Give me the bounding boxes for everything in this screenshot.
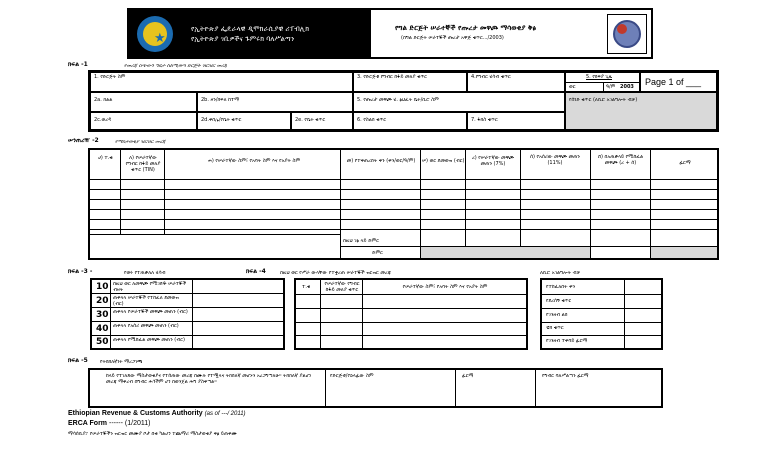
footer-form-line <box>68 420 150 427</box>
col-header-total-contribution: ሸ) በአጠቃላይ የሚከፈል መዋጮ (ረ + ሰ) <box>597 154 644 166</box>
tin-field[interactable]: 3. የድርጅቱ የግብር ከፋይ መለያ ቁጥር <box>357 74 428 80</box>
section3-label: ክፍል -3 - <box>68 268 93 275</box>
summary-code-20: 20 <box>96 296 109 306</box>
section5-label: ክፍል -5 <box>68 357 88 364</box>
woreda-field[interactable]: 2c.ወረዳ <box>94 117 111 123</box>
col-header-employee-contribution: ረ) የሠራተኛው መዋጮ መጠን (7%) <box>471 155 515 167</box>
pension-office-field[interactable]: 5. የጡረታ መዋጮ ሂ. ፅህፈት ቤት/ቢሮ ስም <box>357 97 439 103</box>
period-year-value[interactable]: 2003 <box>620 84 634 90</box>
summary-code-40: 40 <box>96 324 109 334</box>
office-amount: የገንዘብ ልክ <box>546 312 568 318</box>
page-total-row: በዚህ ገፅ ላይ ድምር <box>343 238 379 244</box>
section2-title: የማስታወቂያ ዝርዝር መረጃ <box>115 139 166 145</box>
summary-desc-40: ጠቅላላ የአሰሪ መዋጮ መጠን (ብር) <box>113 323 179 329</box>
region-field[interactable]: 2a. ክልል <box>94 97 113 103</box>
erca-logo-icon <box>607 14 647 54</box>
period-month-field[interactable]: ወር <box>569 84 576 90</box>
office-receipt-number: የደረሰኝ ቁጥር <box>546 298 572 304</box>
company-name-field[interactable]: 1. የድርጅት ስም <box>94 74 126 80</box>
footer-form-no: ------ (1/2011) <box>108 420 151 427</box>
declaration-text: ከላይ የተገለጸው ማስታወቂያና የተሰጠው መረጃ በሙሉ የተሟላና ትክክለኛ መሆኑን አረጋግጣለሁ። ትክክለኛ ያልሆነ መረጃ ማቅረብ በግብር ሕጎችም ሆነ በወንጀል ሕግ ያስቀጣል። <box>106 373 312 385</box>
house-number-field[interactable]: 2e. የቤት ቁጥር <box>295 117 326 123</box>
section1-label: ክፍል -1 <box>68 61 88 68</box>
summary-desc-50: ጠቅላላ የሚከፈል መዋጮ መጠን (ብር) <box>113 337 185 343</box>
header-authority-block <box>129 10 371 57</box>
document-number-field: የሰነድ ቁጥር (ለቢሮ አገልግሎት ብቻ) <box>569 97 638 103</box>
section3-title: የወሩ የተጠቃለለ ሂሳብ <box>124 270 166 276</box>
col-header-employer-contribution: ሰ) የአሰሪው መዋጮ መጠን (11%) <box>530 154 580 166</box>
grand-total-row: ድምር <box>372 250 383 256</box>
page-number: Page 1 of ___ <box>645 77 702 87</box>
summary-desc-20: ጠቅላላ ሠራተኞች የተከፈለ ደመወዝ (ብር) <box>113 295 179 307</box>
phone-field[interactable]: 6. የስልክ ቁጥር <box>357 117 387 123</box>
tax-account-field[interactable]: 4.የግብር ሂሳብ ቁጥር <box>471 74 511 80</box>
footer-org: Ethiopian Revenue & Customs Authority <box>68 410 203 417</box>
form-header <box>127 8 653 59</box>
footer-org-line <box>68 410 246 417</box>
office-use-box <box>540 278 663 350</box>
period-label: 5. የክፍያ ጊዜ <box>586 74 613 80</box>
office-check-number: ቼክ ቁጥር <box>546 325 564 331</box>
ethiopia-emblem-icon: ★ <box>137 16 173 52</box>
form-subtitle: (በግል ድርጅት ሠራተኞች ጡረታ አዋጅ ቁጥር.../2003) <box>401 35 504 41</box>
terminated-col-name: የሠራተኛው ስም፣ የአባት ስም እና የአያት ስም <box>402 284 488 290</box>
signature-field[interactable]: ፊርማ <box>462 373 474 379</box>
footer-as-of: (as of ---/ 2011) <box>204 411 246 417</box>
summary-box <box>90 278 285 350</box>
authority-line-1: የኢትዮጵያ ፌዴራላዊ ዲሞክራሲያዊ ሪፐብሊክ <box>191 25 310 33</box>
footer-form: ERCA Form <box>68 420 108 427</box>
footer-note: ማሳሰቢያ፦ የሠራተኞችን ዝርዝር መሙያ ቦታ በቂ ካልሆነ ተጨማሪ ማስታወቂያ ቅፅ ይጠቀሙ <box>68 431 238 437</box>
form-title: የግል ድርጅት ሠራተኞች የጡረታ መዋጮ ማሳወቂያ ቅፅ <box>395 24 537 32</box>
summary-code-50: 50 <box>96 337 109 347</box>
col-header-name: ሐ) የሠራተኛው ስም፣ የአባት ስም እና የአያት ስም <box>207 158 301 164</box>
summary-desc-30: ጠቅላላ የሠራተኞች መዋጮ መጠን (ብር) <box>113 309 188 315</box>
office-paid-date: የተከፈለበት ቀን <box>546 284 576 290</box>
authority-line-2: የኢትዮጵያ ገቢዎችና ጉምሩክ ባለሥልጣን <box>191 35 295 43</box>
terminated-col-tin: የሠራተኛው የግብር ከፋይ መለያ ቁጥር <box>324 281 360 293</box>
period-year-label: ዓ/ም <box>606 84 616 90</box>
zone-field[interactable]: 2b. ዞን/ክፍለ ከተማ <box>201 97 240 103</box>
col-header-signature: ፊርማ <box>679 160 691 166</box>
fax-field[interactable]: 7. ፋክስ ቁጥር <box>471 117 498 123</box>
section1-box <box>88 70 719 132</box>
terminated-employees-table <box>294 278 528 350</box>
section5-title: የትክክለኛነት ማረጋገጫ <box>100 359 143 365</box>
summary-code-30: 30 <box>96 310 109 320</box>
summary-code-10: 10 <box>96 282 109 292</box>
header-title-block <box>371 10 651 57</box>
declaration-box <box>88 368 663 408</box>
col-header-salary: ሠ) ወር ደመወዝ (ብር) <box>422 158 464 164</box>
summary-desc-10: በዚህ ወር ለመዋጮ የሚገደዱ ሠራተኞች ብዛት <box>113 281 187 293</box>
grand-total-shade <box>421 247 590 258</box>
section4-label: ክፍል -4 <box>246 268 266 275</box>
office-cashier-signature: የገንዘብ ተቀባይ ፊርማ <box>546 338 588 344</box>
authority-signature-field[interactable]: የግብር ባለሥልጣን ፊርማ <box>542 373 589 379</box>
section1-title: የመረጃ ሰጭውን ግዴታ ስለሚወጣ ድርጅት ዝርዝር መረጃ <box>124 63 228 69</box>
kebele-field[interactable]: 2d.ቀበሌ/የቤት ቁጥር <box>201 117 242 123</box>
section2-label: ሠንጠረዥ -2 <box>68 137 99 144</box>
section4-title: በዚህ ወር የሥራ ውላቸው የተቋረጠ ሠራተኞች ዝርዝር መረጃ <box>280 270 391 276</box>
col-header-serial: ሀ) ተ.ቁ <box>98 155 113 161</box>
authority-name <box>191 24 309 44</box>
employee-table <box>88 148 719 260</box>
col-header-hire-date: መ) የተቀጠረበት ቀን (ቀን/ወር/ዓ/ም) <box>346 158 416 164</box>
office-use-title: ለቢሮ አገልግሎት ብቻ <box>540 270 581 276</box>
col-header-tin: ለ) የሠራተኛው የግብር ከፋይ መለያ ቁጥር (TIN) <box>125 155 161 173</box>
signature-total-shade <box>651 247 717 258</box>
taxpayer-name-field[interactable]: የድርጅቱ/የኃላፊው ስም <box>330 373 374 379</box>
terminated-col-serial: ተ.ቁ <box>302 284 311 290</box>
